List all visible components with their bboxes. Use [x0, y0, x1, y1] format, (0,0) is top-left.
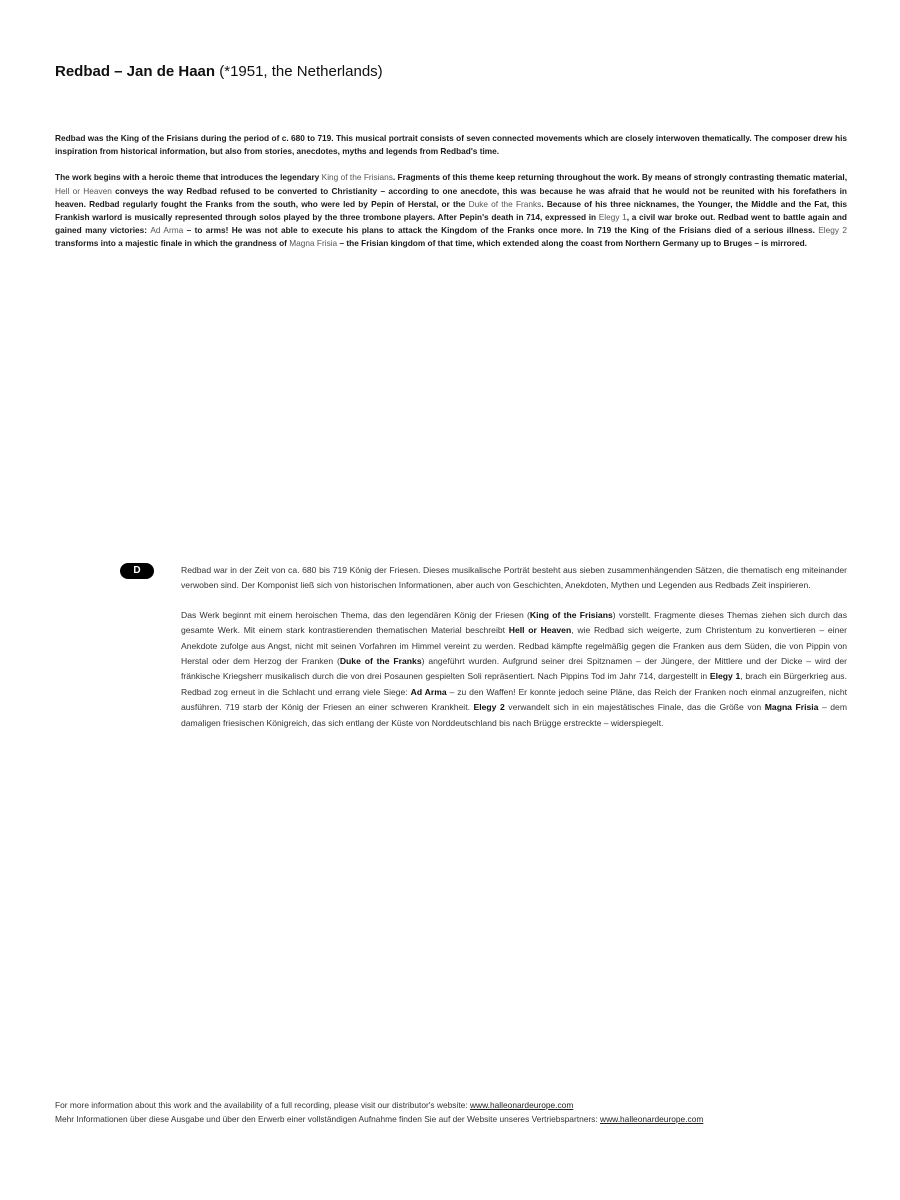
movement-title: King of the Frisians: [529, 609, 613, 620]
footer-text: Mehr Informationen über diese Ausgabe und über den Erwerb einer vollständigen Aufnahme finden Sie auf der Website unseres Vertriebspartners:: [55, 1114, 601, 1124]
language-badge-german: D: [120, 563, 154, 579]
text-run: ) angeführt wurden. Aufgrund seiner drei Spitznamen – der Jüngere, der Mittlere und der Dicke – wird der fränkische Kriegsherr musikalisch durch die von drei Posaunen gespielten Soli repräsentiert. Nach Pippins Tod im Jahr 714, dargestellt in: [181, 656, 847, 682]
movement-title: Elegy 1: [709, 671, 741, 682]
text-run: , wie Redbad sich weigerte, zum Christentum zu konvertieren – einer Anekdote zufolge aus Angst, nicht mit seinen Vorfahren im Himmel vereint zu werden. Redbad kämpfte regelmäßig gegen die Franken aus dem Süden, die von Pippin von Herstal oder dem Herzog der Franken (: [181, 625, 848, 667]
title-composer-info: (*1951, the Netherlands): [215, 63, 383, 80]
distributor-link[interactable]: www.halleonardeurope.com: [469, 1100, 574, 1110]
text-run: – the Frisian kingdom of that time, which extended along the coast from Northern Germany up to Bruges – is mirrored.: [337, 238, 807, 249]
movement-title: Elegy 1: [598, 212, 627, 223]
german-description: [181, 563, 847, 745]
footer-line-german: [55, 1112, 847, 1126]
english-paragraph-2: [55, 171, 847, 250]
movement-title: Ad Arma: [410, 686, 447, 697]
footer-line-english: [55, 1098, 847, 1112]
movement-title: Elegy 2: [818, 225, 847, 236]
movement-title: Elegy 2: [473, 702, 505, 713]
text-run: , brach ein Bürgerkrieg aus. Redbad zog erneut in die Schlacht und errang viele Siege:: [181, 671, 847, 697]
distributor-link-german[interactable]: www.halleonardeurope.com: [600, 1114, 704, 1124]
text-run: verwandelt sich in ein majestätisches Finale, das die Größe von: [504, 702, 765, 713]
text-run: . Because of his three nicknames, the Younger, the Middle and the Fat, this Frankish warlord is musically represented through solos played by the three trombone players. After Pepin's death in 714, expressed in: [55, 198, 847, 223]
text-run: . Fragments of this theme keep returning throughout the work. By means of strongly contrasting thematic material,: [392, 172, 847, 183]
text-run: Das Werk beginnt mit einem heroischen Thema, das den legendären König der Friesen (: [181, 609, 530, 620]
movement-title: Magna Frisia: [764, 702, 819, 713]
text-run: The work begins with a heroic theme that introduces the legendary: [55, 172, 322, 183]
footer-text: For more information about this work and the availability of a full recording, please visit our distributor's website:: [55, 1100, 470, 1110]
page-title: [55, 62, 855, 82]
text-run: – zu den Waffen! Er konnte jedoch seine Pläne, das Reich der Franken noch einmal anzugreifen, nicht ausführen. 719 starb der König der Friesen an einer schweren Krankheit.: [181, 686, 848, 713]
text-run: conveys the way Redbad refused to be converted to Christianity – according to one anecdote, this was because he was afraid that he would not be reunited with his forefathers in heaven. Redbad regularly fought the Franks from the south, who were led by Pepin of Herstal, or the: [55, 185, 847, 209]
movement-title: Hell or Heaven: [508, 625, 572, 636]
movement-title: King of the Frisians: [321, 172, 393, 183]
title-work-composer: Redbad – Jan de Haan: [55, 63, 216, 80]
footer: [55, 1098, 847, 1126]
german-paragraph-2: [181, 608, 847, 731]
english-paragraph-1: Redbad was the King of the Frisians during the period of c. 680 to 719. This musical portrait consists of seven connected movements which are closely interwoven thematically. The composer drew his inspiration from historical information, but also from stories, anecdotes, myths and legends from Redbad's time.: [55, 133, 847, 157]
movement-title: Magna Frisia: [289, 238, 338, 249]
movement-title: Duke of the Franks: [339, 656, 422, 667]
german-paragraph-1: Redbad war in der Zeit von ca. 680 bis 719 König der Friesen. Dieses musikalische Porträt besteht aus sieben zusammenhängenden Sätzen, die thematisch eng miteinander verwoben sind. Der Komponist ließ sich von historischen Informationen, aber auch von Geschichten, Anekdoten, Mythen und Legenden aus Redbads Zeit inspirieren.: [181, 565, 847, 591]
text-run: – dem damaligen friesischen Königreich, das sich entlang der Küste von Norddeutschland bis nach Brügge erstreckte – widerspiegelt.: [181, 702, 847, 728]
text-run: , a civil war broke out. Redbad went to battle again and gained many victories:: [55, 212, 847, 236]
text-run: ) vorstellt. Fragmente dieses Themas ziehen sich durch das gesamte Werk. Mit einem stark kontrastierenden thematischen Material beschreibt: [181, 609, 847, 636]
movement-title: Hell or Heaven: [55, 185, 112, 196]
text-run: transforms into a majestic finale in which the grandness of: [55, 238, 290, 249]
movement-title: Ad Arma: [150, 225, 184, 236]
text-run: – to arms! He was not able to execute his plans to attack the Kingdom of the Franks once more. In 719 the King of the Frisians died of a serious illness.: [183, 225, 819, 236]
movement-title: Duke of the Franks: [468, 198, 542, 209]
english-description: [55, 132, 847, 264]
